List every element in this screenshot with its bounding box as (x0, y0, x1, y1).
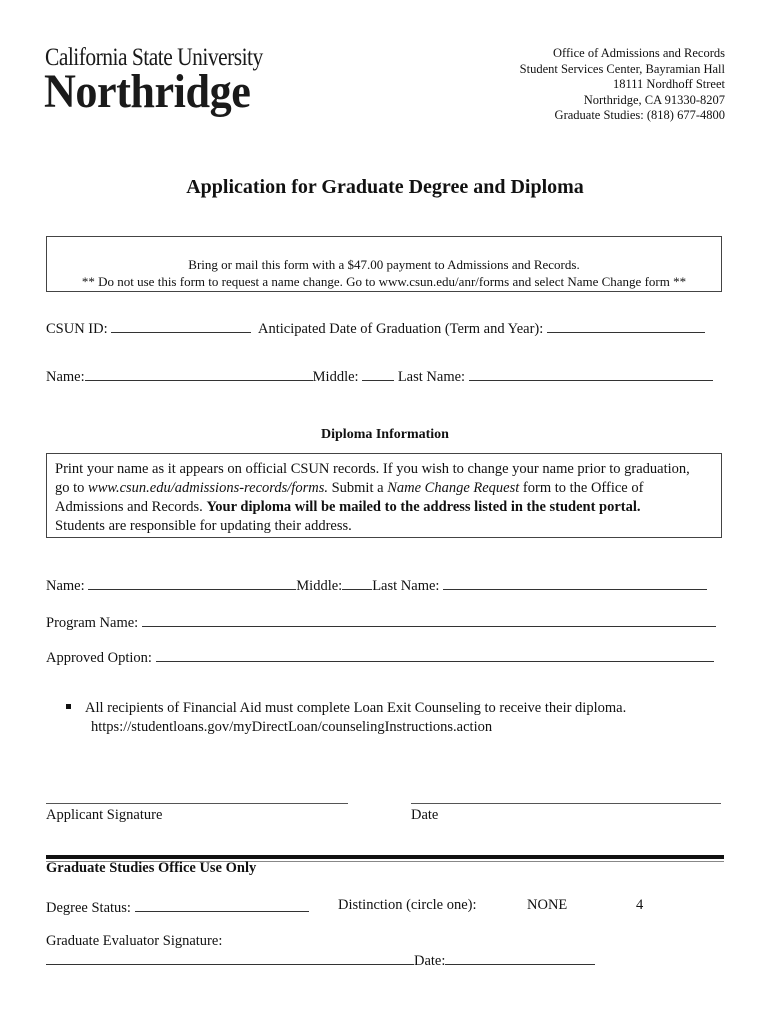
address-line: Office of Admissions and Records (553, 46, 725, 60)
program-name-label: Program Name: (46, 615, 139, 631)
diploma-first-name-field[interactable] (88, 575, 296, 590)
distinction-label: Distinction (circle one): (338, 897, 477, 913)
address-line: Student Services Center, Bayramian Hall (519, 61, 725, 76)
approved-option-field[interactable] (156, 647, 714, 662)
notice-line-1: Bring or mail this form with a $47.00 payment to Admissions and Records. (188, 257, 580, 272)
approved-option-label: Approved Option: (46, 650, 152, 666)
counseling-link[interactable]: https://studentloans.gov/myDirectLoan/counselingInstructions.action (91, 719, 493, 735)
instruction-line: Admissions and Records. Your diploma will be mailed to the address listed in the student portal. (55, 499, 641, 515)
mailing-notice: Your diploma will be mailed to the address listed in the student portal. (206, 499, 641, 515)
first-name-label: Name: (46, 369, 85, 385)
evaluator-row (46, 950, 595, 970)
evaluator-signature-field[interactable] (46, 950, 414, 965)
degree-status-label: Degree Status: (46, 900, 131, 916)
office-address (520, 46, 725, 124)
financial-aid-note (66, 699, 626, 737)
grad-date-label: Anticipated Date of Graduation (Term and Year): (258, 321, 544, 337)
signature-date-label: Date (411, 807, 439, 823)
name-change-form-ref: Name Change Request (387, 480, 520, 496)
grad-date-field[interactable] (547, 318, 705, 333)
diploma-first-name-label: Name: (46, 578, 85, 594)
bullet-icon (66, 704, 71, 709)
diploma-heading: Diploma Information (321, 427, 449, 442)
applicant-signature-line[interactable] (46, 803, 348, 804)
distinction-option-none[interactable]: NONE (527, 897, 568, 913)
diploma-middle-name-label: Middle: (296, 578, 343, 594)
financial-aid-text: All recipients of Financial Aid must complete Loan Exit Counseling to receive their diploma. (85, 700, 627, 716)
csun-id-row (46, 318, 251, 338)
diploma-last-name-label: Last Name: (372, 578, 440, 594)
instruction-line: go to www.csun.edu/admissions-records/forms. Submit a Name Change Request form to the Office of (55, 480, 644, 496)
form-title: Application for Graduate Degree and Diploma (186, 176, 584, 198)
name-row-1 (46, 366, 713, 386)
applicant-signature-label: Applicant Signature (46, 807, 163, 823)
notice-line-2: ** Do not use this form to request a name change. Go to www.csun.edu/anr/forms and select Name Change form ** (81, 274, 687, 289)
instruction-line: Students are responsible for updating their address. (55, 518, 352, 534)
address-line: Graduate Studies: (818) 677-4800 (554, 108, 725, 122)
program-name-field[interactable] (142, 612, 716, 627)
evaluator-date-label: Date: (414, 953, 446, 969)
degree-status-row (46, 897, 309, 917)
payment-notice (46, 236, 722, 292)
diploma-instructions (46, 453, 722, 538)
diploma-last-name-field[interactable] (443, 575, 707, 590)
section-divider (46, 855, 724, 859)
forms-link[interactable]: www.csun.edu/admissions-records/forms. (88, 480, 328, 496)
evaluator-signature-label: Graduate Evaluator Signature: (46, 933, 223, 949)
address-line: 18111 Nordhoff Street (612, 77, 725, 91)
instruction-line: Print your name as it appears on official CSUN records. If you wish to change your name prior to graduation, (55, 461, 690, 477)
degree-status-field[interactable] (135, 897, 309, 912)
grad-date-row (258, 318, 705, 338)
middle-name-label: Middle: (312, 369, 359, 385)
campus-name: Northridge (44, 65, 251, 118)
option-row (46, 647, 714, 667)
university-name: California State University (45, 44, 263, 71)
distinction-option-4[interactable]: 4 (636, 897, 644, 913)
name-row-2 (46, 575, 707, 595)
csun-id-field[interactable] (111, 318, 251, 333)
address-line: Northridge, CA 91330-8207 (583, 92, 725, 107)
last-name-label: Last Name: (397, 369, 466, 385)
office-use-heading: Graduate Studies Office Use Only (46, 860, 257, 876)
csun-id-label: CSUN ID: (46, 321, 108, 337)
first-name-field[interactable] (85, 366, 313, 381)
signature-date-line[interactable] (411, 803, 721, 804)
program-row (46, 612, 716, 632)
evaluator-date-field[interactable] (445, 950, 595, 965)
last-name-field[interactable] (469, 366, 713, 381)
middle-name-field[interactable] (362, 366, 394, 381)
diploma-middle-name-field[interactable] (342, 575, 372, 590)
